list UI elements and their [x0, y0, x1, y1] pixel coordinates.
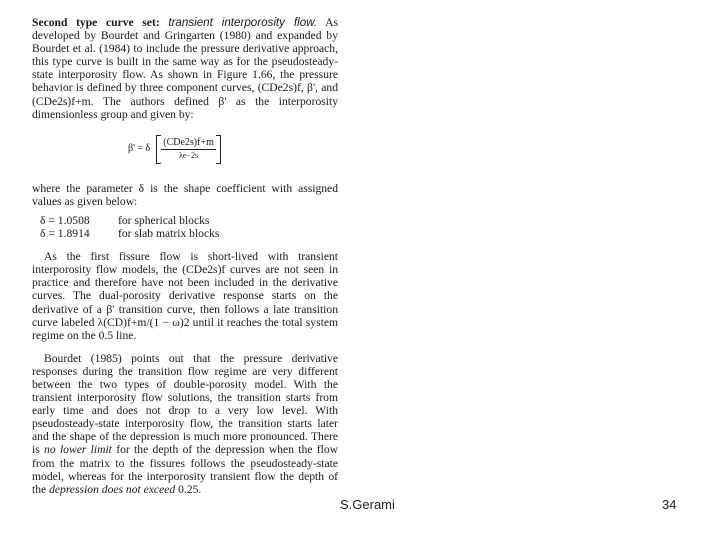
section-intro-text: As developed by Bourdet and Gringarten (1980) and expanded by Bourdet et al. (1984) to include the pressure derivative approach, this type curve is built in the same way as for the pseudosteady-state interporosity flow. As shown in Figure 1.66, the pressure behavior is defined by three component curves, (CDe2s)f, β', and (CDe2s)f+m. The authors defined β' as the interporosity dimensionless group and given by:: [32, 16, 338, 121]
value-row-spherical: [40, 214, 338, 227]
beta-formula: [128, 135, 338, 164]
footer-author: S.Gerami: [340, 497, 395, 512]
value-equation: δ = 1.8914: [40, 227, 90, 241]
formula-lhs: β' = δ: [128, 143, 151, 155]
section-paragraph-1: [32, 16, 338, 121]
value-row-slab: [40, 227, 338, 240]
section-label: Second type curve set:: [32, 16, 160, 29]
paragraph-2: As the first fissure flow is short-lived with transient interporosity flow models, the (CDe2s)f curves are not seen in practice and therefore have not been included in the derivative curves. The dual-porosity derivative response starts on the derivative of a β' transition curve, then follows a late transition curve labeled λ(CD)f+m/(1 − ω)2 until it reaches the total system regime on the 0.5 line.: [32, 250, 338, 342]
value-description: for spherical blocks: [118, 213, 210, 227]
section-title: transient interporosity flow.: [168, 16, 318, 29]
shape-coefficient-values: [40, 214, 338, 240]
paragraph-3-emphasis-2: depression does not exceed: [49, 482, 176, 496]
formula-fraction: [161, 137, 216, 162]
formula-numerator: (CDe2s)f+m: [163, 136, 214, 148]
formula-denominator: λe−2s: [179, 150, 199, 160]
paragraph-3-emphasis-1: no lower limit: [44, 443, 112, 457]
value-description: for slab matrix blocks: [118, 227, 220, 241]
where-paragraph: where the parameter δ is the shape coefficient with assigned values as given below:: [32, 181, 338, 208]
document-body: [32, 16, 338, 496]
paragraph-3: [32, 352, 338, 496]
paragraph-3-text-before: Bourdet (1985) points out that the pressure derivative responses during the transition flow regime are very different between the two types of double-porosity model. With the transient interporosity flow solutions, the transition starts from early time and does not drop to a very low level. With pseudosteady-state interporosity flow, the transition starts later and the shape of the depression is much more pronounced. There is: [32, 351, 338, 457]
page-number: 34: [662, 497, 677, 512]
value-equation: δ = 1.0508: [40, 213, 90, 227]
formula-bracket: [156, 135, 221, 164]
paragraph-3-text-end: 0.25.: [178, 482, 202, 496]
paragraph-3-text-middle: for the depth of the depression when the flow from the matrix to the fissures follows the pseudosteady-state model, whereas for the interporosity transient flow the depth of the: [32, 443, 339, 496]
